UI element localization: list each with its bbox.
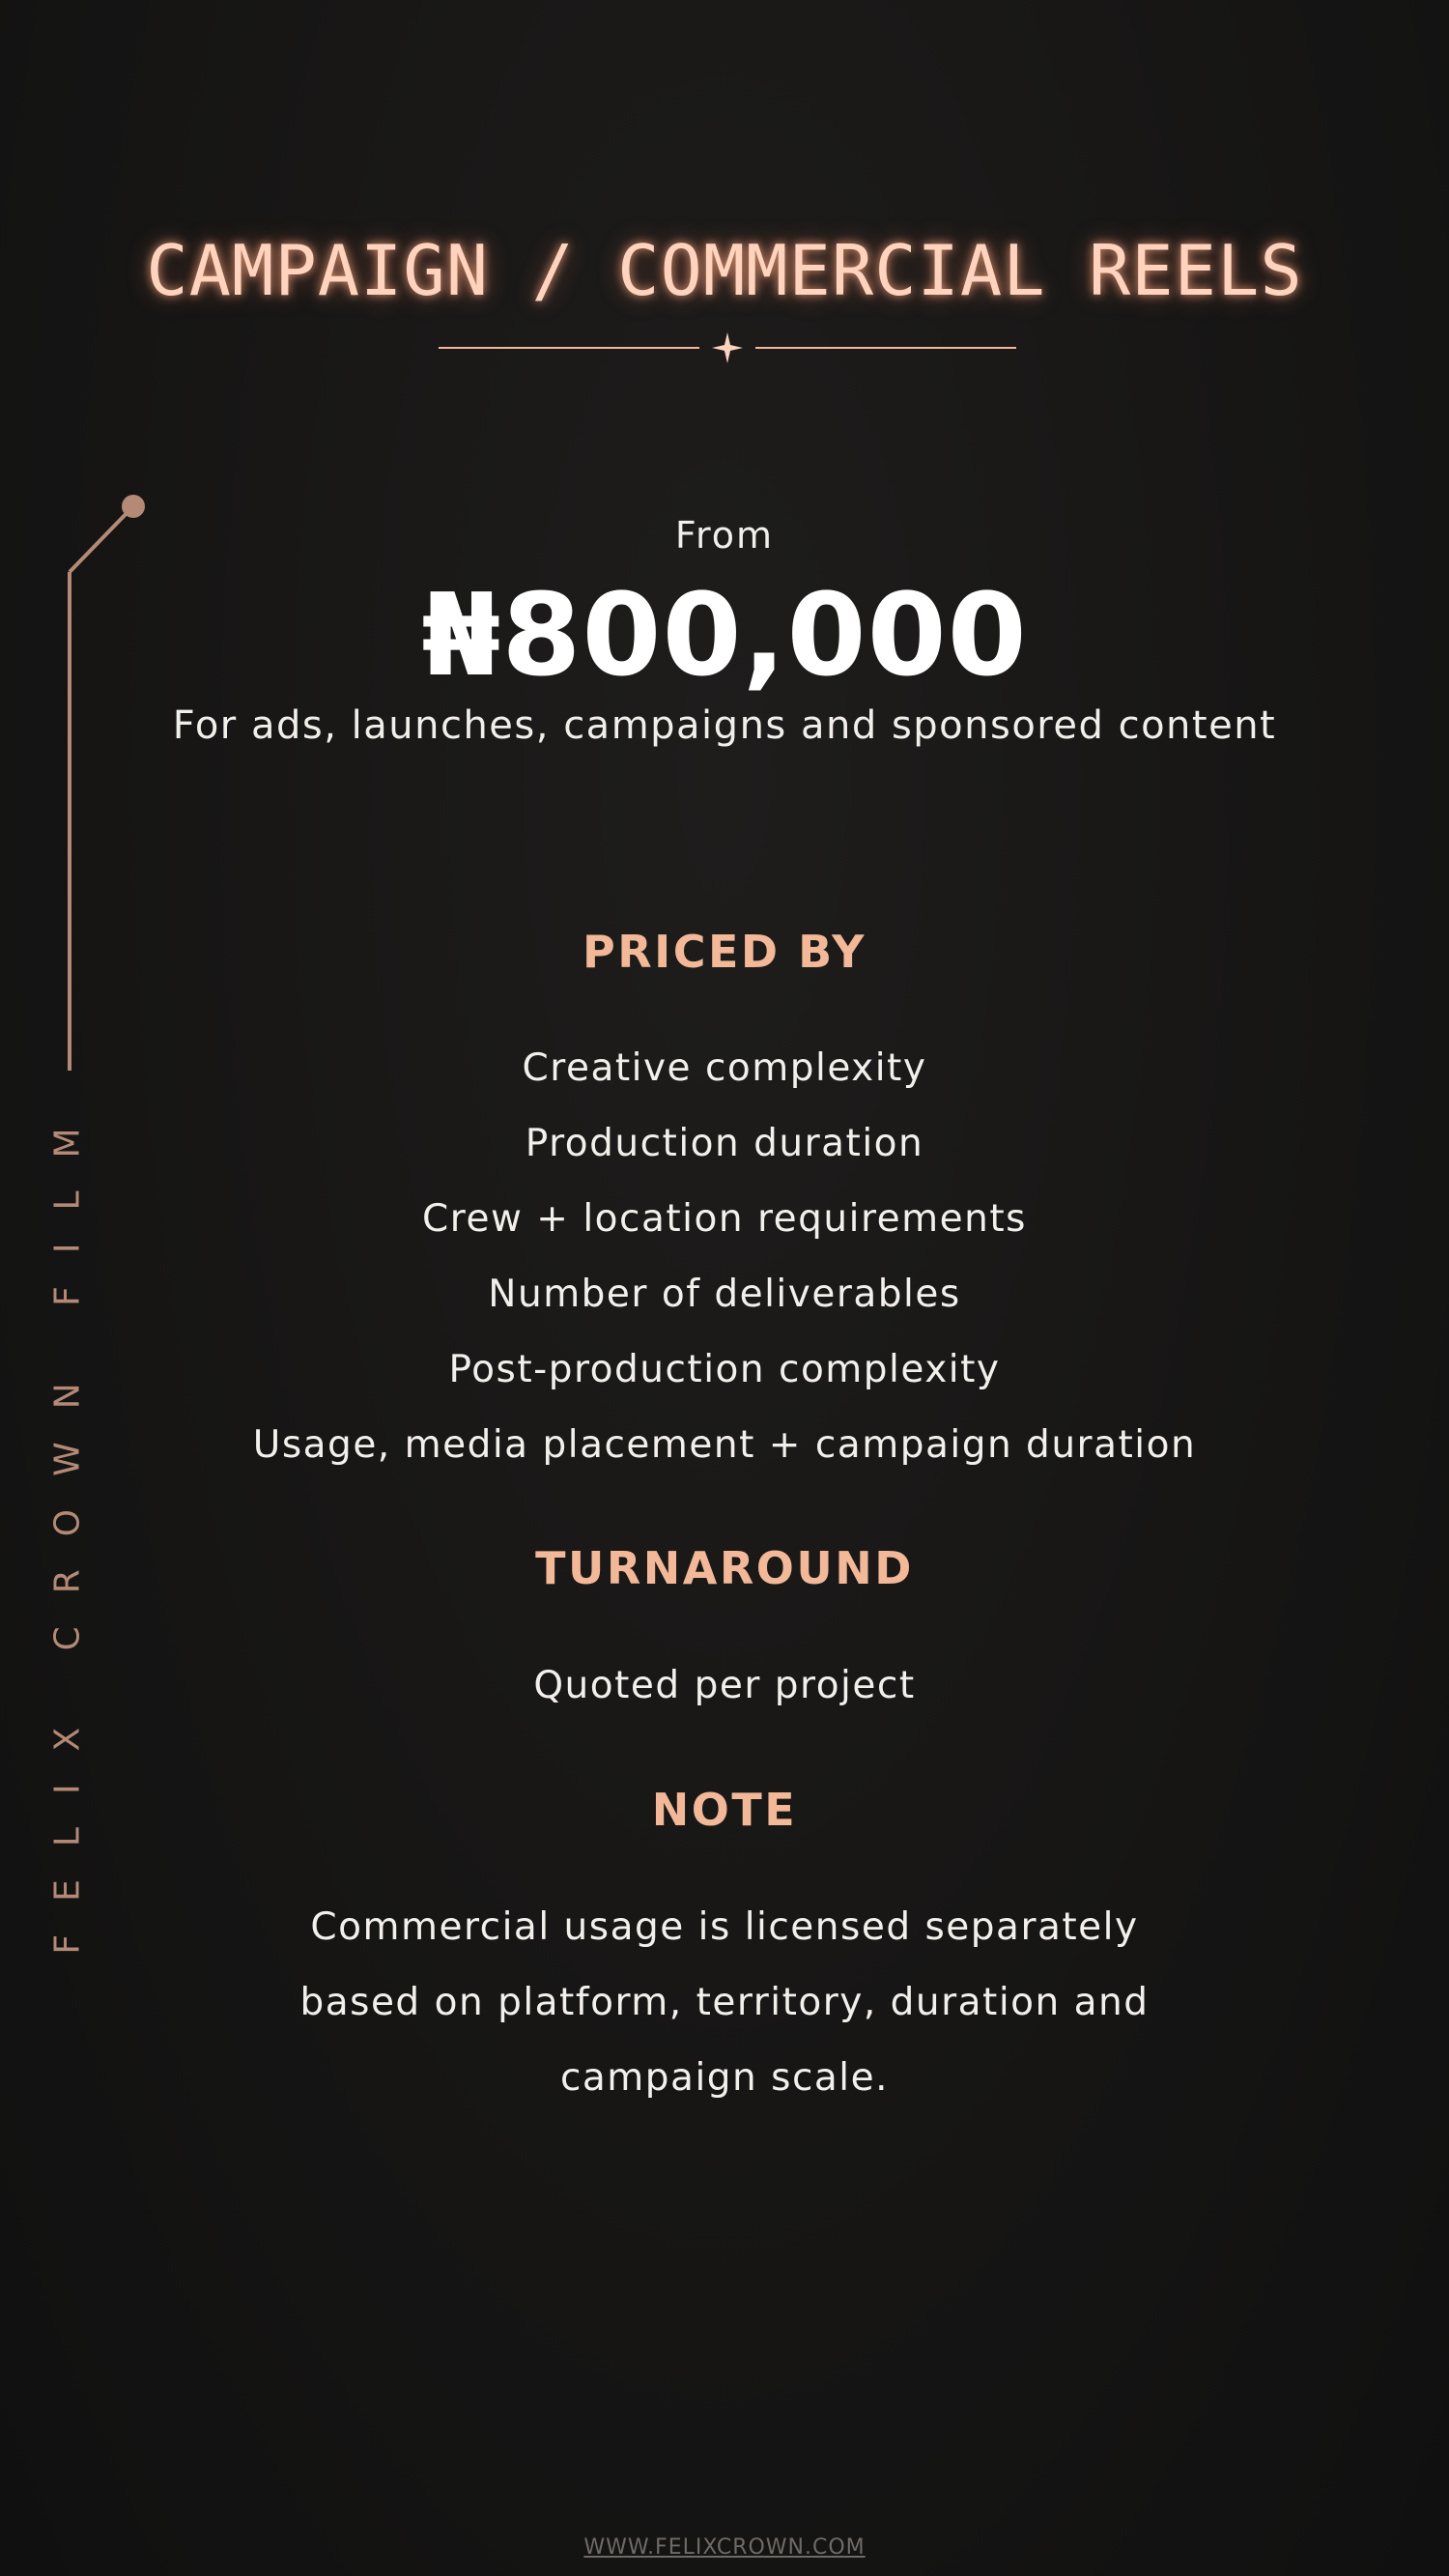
price-value: ₦800,000 bbox=[421, 568, 1028, 701]
priced-by-item: Creative complexity bbox=[522, 1046, 927, 1090]
priced-by-item: Crew + location requirements bbox=[422, 1197, 1027, 1241]
priced-by-heading: PRICED BY bbox=[582, 926, 867, 978]
price-from-label: From bbox=[674, 514, 775, 557]
side-brand-label: FELIX CROWN FILM bbox=[47, 1095, 88, 1955]
turnaround-text: Quoted per project bbox=[533, 1664, 916, 1707]
priced-by-item: Production duration bbox=[525, 1122, 924, 1165]
note-line: based on platform, territory, duration and bbox=[299, 1981, 1150, 2024]
price-tagline: For ads, launches, campaigns and sponsored content bbox=[172, 703, 1277, 748]
turnaround-heading: TURNAROUND bbox=[535, 1542, 914, 1594]
note-heading: NOTE bbox=[651, 1784, 798, 1836]
title-divider bbox=[435, 329, 1020, 367]
note-line: campaign scale. bbox=[559, 2056, 890, 2100]
footer-website-link[interactable]: WWW.FELIXCROWN.COM bbox=[583, 2535, 866, 2560]
priced-by-item: Number of deliverables bbox=[488, 1273, 961, 1316]
priced-by-item: Post-production complexity bbox=[448, 1348, 1001, 1391]
page-title: CAMPAIGN / COMMERCIAL REELS bbox=[146, 230, 1303, 311]
note-line: Commercial usage is licensed separately bbox=[310, 1905, 1139, 1949]
sparkle-icon bbox=[712, 332, 743, 363]
priced-by-item: Usage, media placement + campaign duration bbox=[252, 1423, 1197, 1467]
